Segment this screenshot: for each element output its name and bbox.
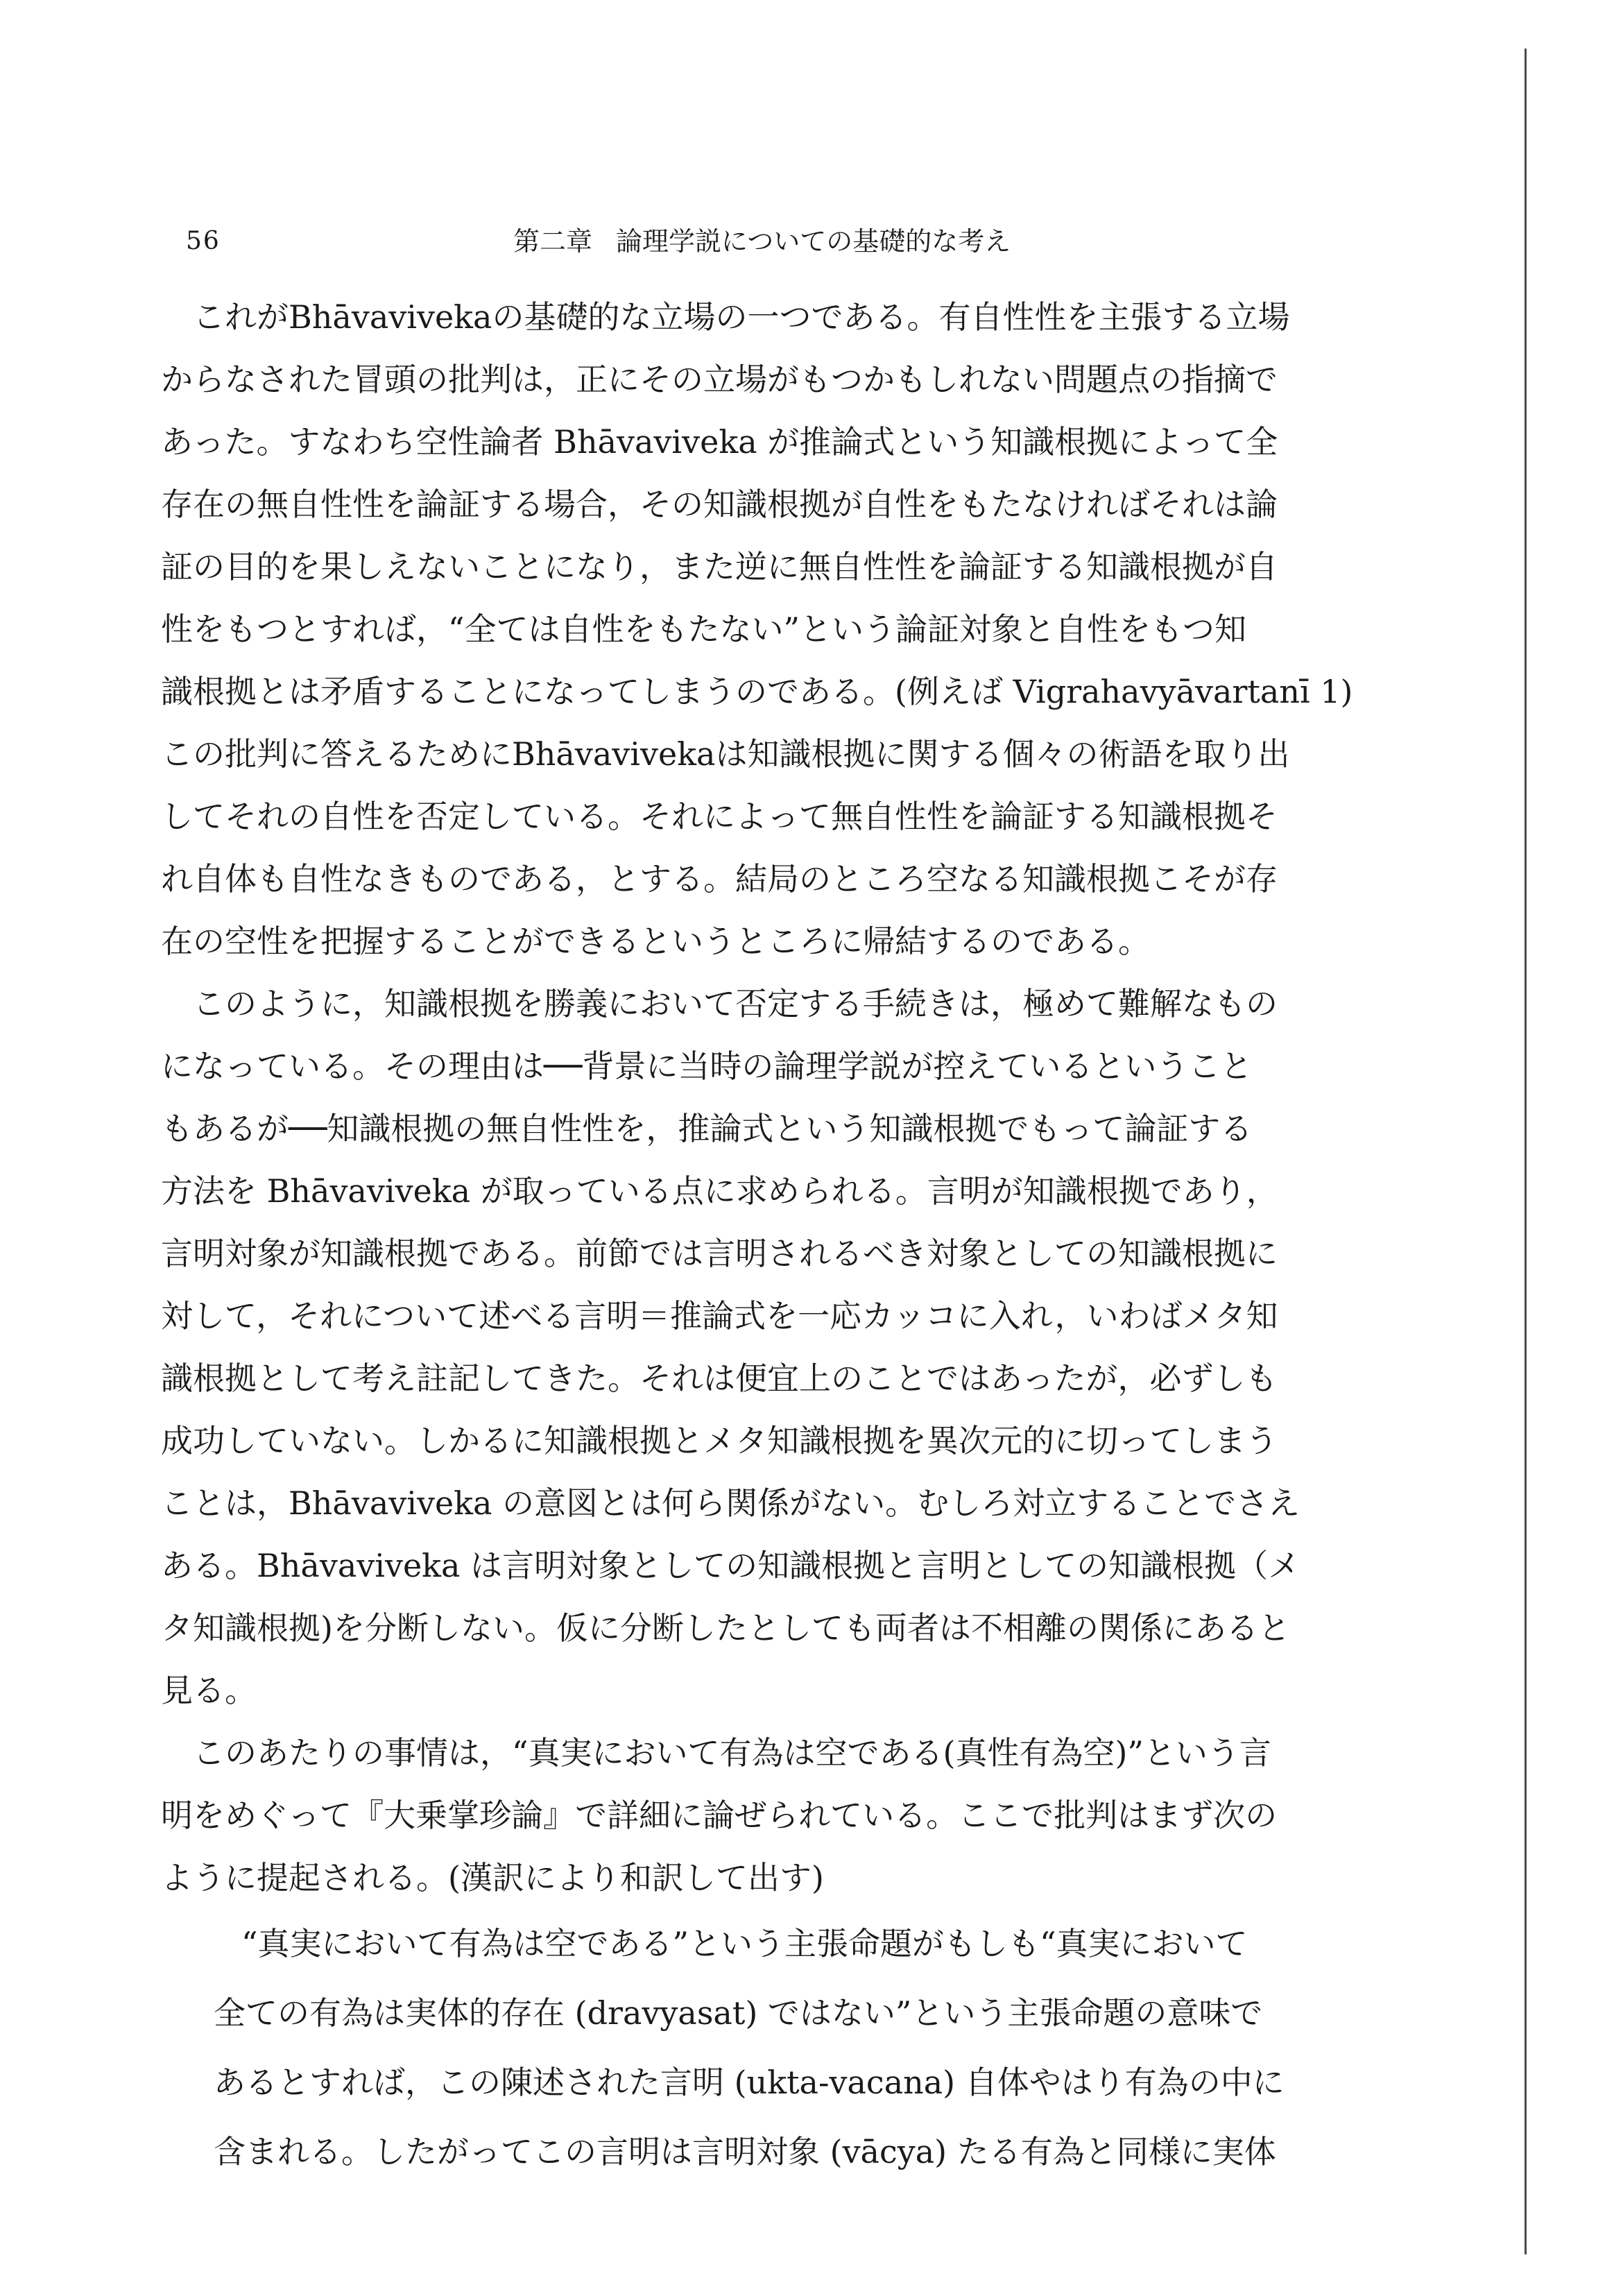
text-line: タ知識根拠)を分断しない。仮に分断したとしても両者は不相離の関係にあると xyxy=(161,1609,1290,1647)
text-line: 対して，それについて述べる言明＝推論式を一応カッコに入れ，いわばメタ知 xyxy=(161,1297,1278,1335)
text-line: このように，知識根拠を勝義において否定する手続きは，極めて難解なもの xyxy=(193,985,1278,1022)
block-quote xyxy=(161,1909,1354,2186)
text-line: 識根拠とは矛盾することになってしまうのである。(例えば Vigrahavyāvartanī 1) xyxy=(161,673,1353,710)
quote-line: 含まれる。したがってこの言明は言明対象 (vācya) たる有為と同様に実体 xyxy=(214,2133,1276,2170)
paragraph-3 xyxy=(161,1722,1354,1909)
paragraph-2 xyxy=(161,973,1354,1722)
text-line: これがBhāvavivekaの基礎的な立場の一つである。有自性性を主張する立場 xyxy=(193,298,1290,336)
chapter-title xyxy=(513,221,1011,262)
page-number: 56 xyxy=(186,227,221,255)
text-line: 明をめぐって『大乗掌珍論』で詳細に論ぜられている。ここで批判はまず次の xyxy=(161,1797,1278,1834)
text-line: この批判に答えるためにBhāvavivekaは知識根拠に関する個々の術語を取り出 xyxy=(161,735,1290,773)
chapter-title-text: 論理学説についての基礎的な考え xyxy=(616,226,1011,257)
quote-line: あるとすれば，この陳述された言明 (ukta-vacana) 自体やはり有為の中に xyxy=(214,2064,1285,2101)
text-line: 識根拠として考え註記してきた。それは便宜上のことではあったが，必ずしも xyxy=(161,1360,1278,1397)
text-line: れ自体も自性なきものである，とする。結局のところ空なる知識根拠こそが存 xyxy=(161,860,1278,898)
text-line: ことは，Bhāvaviveka の意図とは何ら関係がない。むしろ対立することでさえ xyxy=(161,1484,1300,1522)
text-line: してそれの自性を否定している。それによって無自性性を論証する知識根拠そ xyxy=(161,798,1278,835)
text-line: 成功していない。しかるに知識根拠とメタ知識根拠を異次元的に切ってしまう xyxy=(161,1422,1278,1459)
text-line: あった。すなわち空性論者 Bhāvaviveka が推論式という知識根拠によって全 xyxy=(161,423,1278,461)
text-line: 性をもつとすれば，“全ては自性をもたない”という論証対象と自性をもつ知 xyxy=(161,610,1247,648)
text-line: になっている。その理由は──背景に当時の論理学説が控えているということ xyxy=(161,1047,1253,1085)
text-line: 方法を Bhāvaviveka が取っている点に求められる。言明が知識根拠であり， xyxy=(161,1172,1278,1210)
main-text xyxy=(161,286,1354,2186)
quote-line: “真実において有為は空である”という主張命題がもしも“真実において xyxy=(241,1925,1248,1962)
text-line: からなされた冒頭の批判は，正にその立場がもつかもしれない問題点の指摘で xyxy=(161,361,1278,398)
text-line: 在の空性を把握することができるというところに帰結するのである。 xyxy=(161,923,1150,960)
text-line: 見る。 xyxy=(161,1672,257,1709)
text-line: もあるが──知識根拠の無自性性を，推論式という知識根拠でもって論証する xyxy=(161,1110,1253,1147)
chapter-label: 第二章 xyxy=(513,226,593,257)
page-edge-rule xyxy=(1525,49,1527,2254)
paragraph-1 xyxy=(161,286,1354,973)
quote-line: 全ての有為は実体的存在 (dravyasat) ではない”という主張命題の意味で xyxy=(214,1994,1263,2032)
text-line: 存在の無自性性を論証する場合，その知識根拠が自性をもたなければそれは論 xyxy=(161,486,1278,523)
running-head xyxy=(0,221,1623,262)
text-line: 証の目的を果しえないことになり，また逆に無自性性を論証する知識根拠が自 xyxy=(161,548,1278,585)
text-line: このあたりの事情は，“真実において有為は空である(真性有為空)”という言 xyxy=(193,1734,1271,1772)
text-line: 言明対象が知識根拠である。前節では言明されるべき対象としての知識根拠に xyxy=(161,1235,1278,1272)
text-line: ある。Bhāvaviveka は言明対象としての知識根拠と言明としての知識根拠（メ xyxy=(161,1547,1300,1584)
text-line: ように提起される。(漢訳により和訳して出す) xyxy=(161,1859,824,1896)
